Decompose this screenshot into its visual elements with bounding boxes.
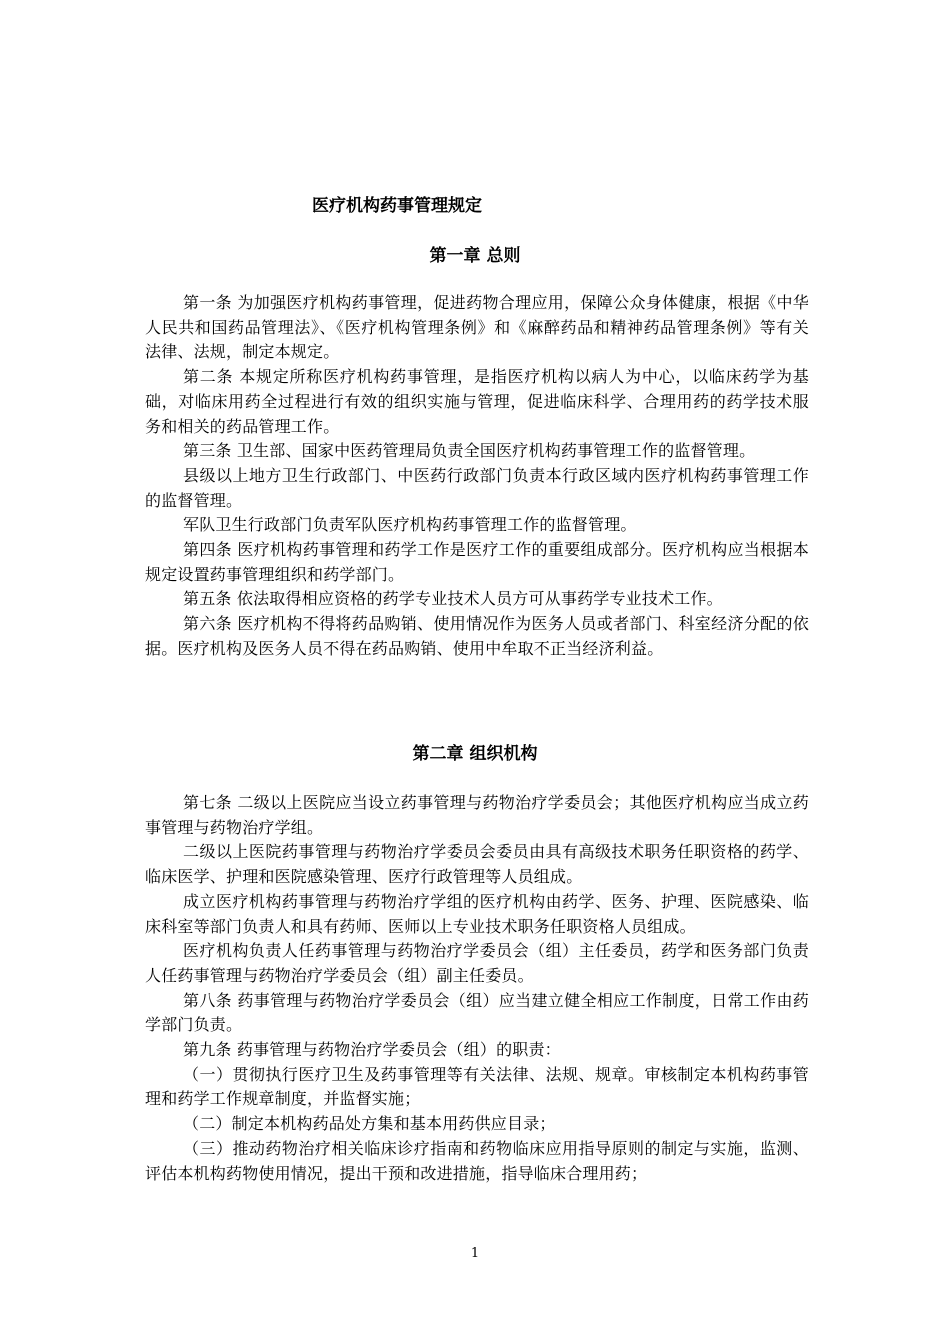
article-6-paragraph: 第六条 医疗机构不得将药品购销、使用情况作为医务人员或者部门、科室经济分配的依据。医疗机构及医务人员不得在药品购销、使用中牟取不正当经济利益。	[145, 614, 809, 658]
article-8-paragraph: 第八条 药事管理与药物治疗学委员会（组）应当建立健全相应工作制度，日常工作由药学部门负责。	[145, 990, 809, 1035]
duty-2-paragraph: （二）制定本机构药品处方集和基本用药供应目录；	[183, 1114, 556, 1134]
article-3-paragraph: 第三条 卫生部、国家中医药管理局负责全国医疗机构药事管理工作的监督管理。	[183, 441, 756, 461]
article-3-local-paragraph: 县级以上地方卫生行政部门、中医药行政部门负责本行政区域内医疗机构药事管理工作的监督管理。	[145, 465, 809, 510]
article-7-paragraph: 第七条 二级以上医院应当设立药事管理与药物治疗学委员会；其他医疗机构应当成立药事管理与药物治疗学组。	[145, 793, 809, 837]
article-1-paragraph: 第一条 为加强医疗机构药事管理，促进药物合理应用，保障公众身体健康，根据《中华人民共和国药品管理法》、《医疗机构管理条例》和《麻醉药品和精神药品管理条例》等有关法律、法规，制定本规定。	[145, 293, 809, 362]
page-number: 1	[470, 1246, 480, 1261]
document-title: 医疗机构药事管理规定	[312, 196, 482, 216]
duty-1-paragraph: （一）贯彻执行医疗卫生及药事管理等有关法律、法规、规章。审核制定本机构药事管理和药学工作规章制度，并监督实施；	[145, 1064, 809, 1109]
committee-composition-paragraph: 二级以上医院药事管理与药物治疗学委员会委员由具有高级技术职务任职资格的药学、临床医学、护理和医院感染管理、医疗行政管理等人员组成。	[145, 842, 809, 887]
article-2-paragraph: 第二条 本规定所称医疗机构药事管理，是指医疗机构以病人为中心，以临床药学为基础，对临床用药全过程进行有效的组织实施与管理，促进临床科学、合理用药的药学技术服务和相关的药品管理工作。	[145, 367, 809, 436]
chapter-2-body	[145, 791, 809, 1186]
group-composition-paragraph: 成立医疗机构药事管理与药物治疗学组的医疗机构由药学、医务、护理、医院感染、临床科室等部门负责人和具有药师、医师以上专业技术职务任职资格人员组成。	[145, 891, 809, 936]
duty-3-paragraph: （三）推动药物治疗相关临床诊疗指南和药物临床应用指导原则的制定与实施，监测、评估本机构药物使用情况，提出干预和改进措施，指导临床合理用药；	[145, 1138, 809, 1183]
article-4-paragraph: 第四条 医疗机构药事管理和药学工作是医疗工作的重要组成部分。医疗机构应当根据本规定设置药事管理组织和药学部门。	[145, 540, 809, 584]
article-3-military-paragraph: 军队卫生行政部门负责军队医疗机构药事管理工作的监督管理。	[183, 515, 637, 535]
chapter-1-heading: 第一章 总则	[429, 246, 521, 266]
article-9-paragraph: 第九条 药事管理与药物治疗学委员会（组）的职责：	[183, 1040, 561, 1060]
article-5-paragraph: 第五条 依法取得相应资格的药学专业技术人员方可从事药学专业技术工作。	[183, 589, 723, 609]
chapter-1-body	[145, 291, 809, 662]
committee-chair-paragraph: 医疗机构负责人任药事管理与药物治疗学委员会（组）主任委员，药学和医务部门负责人任药事管理与药物治疗学委员会（组）副主任委员。	[145, 941, 809, 985]
chapter-2-heading: 第二章 组织机构	[412, 744, 538, 764]
